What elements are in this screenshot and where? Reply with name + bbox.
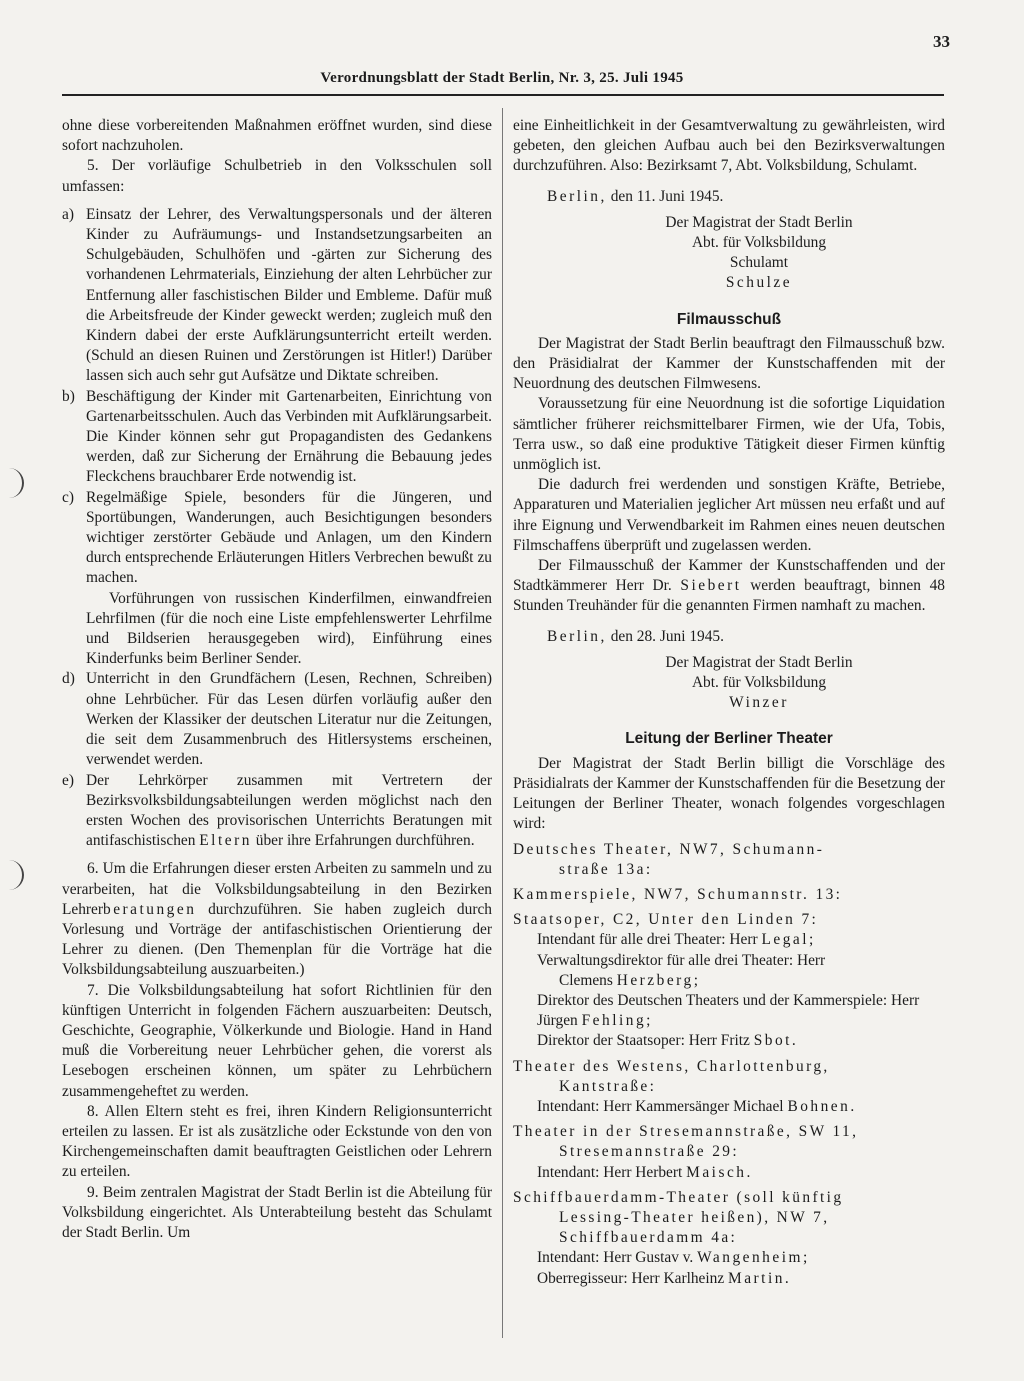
theater-name: Kammerspiele, NW7, Schumannstr. 13:: [513, 885, 843, 903]
list-item-c: [62, 488, 492, 589]
theater-name: Theater in der Stresemannstraße, SW 11,: [513, 1123, 859, 1141]
theater-staff: [513, 991, 945, 1031]
list-item-e: [62, 771, 492, 852]
film-paragraph: Die dadurch frei werdenden und sonstigen Kräfte, Betriebe, Apparaturen und Materialien jeglicher Art müssen neu erfaßt und auf ihre Eignung und Verwendbarkeit im Rahmen eines neuen deutschen Filmschaffens überprüft und zugelassen werden.: [513, 476, 945, 554]
date-line: [513, 627, 945, 647]
theater-intro: Der Magistrat der Stadt Berlin billigt die Vorschläge des Präsidialrats der Kammer der Kunstschaffenden für die Besetzung der Leitungen der Berliner Theater, wonach folgendes vorgeschlagen wird:: [513, 754, 945, 833]
signature-line: Der Magistrat der Stadt Berlin: [665, 653, 853, 671]
film-paragraph: Der Magistrat der Stadt Berlin beauftragt den Filmausschuß bzw. den Präsidialrat der Kammer der Kunstschaffenden mit der Neuordnung des deutschen Filmwesens.: [513, 334, 945, 393]
staff-name: Fehling;: [581, 1012, 653, 1030]
section-heading-film: Filmausschuß: [676, 310, 782, 328]
theater-entry: [513, 1122, 945, 1183]
date-city: Berlin,: [547, 627, 607, 645]
staff-role: Direktor des Deutschen Theaters und der Kammerspiele: Herr Jürgen: [537, 991, 920, 1030]
staff-role: Intendant: Herr Gustav v.: [537, 1249, 694, 1267]
theater-name: Staatsoper, C2, Unter den Linden 7:: [513, 911, 819, 929]
theater-staff: Verwaltungsdirektor für alle drei Theater: Herr: [537, 951, 826, 969]
film-paragraph: Voraussetzung für eine Neuordnung ist die sofortige Liquidation sämtlicher früherer reichsmittelbarer Firmen, wie der Ufa, Tobis, Terra usw., so daß eine produktive Tätigkeit dieser Firmen künftig unmöglich ist.: [513, 395, 945, 474]
paragraph-7: 7. Die Volksbildungsabteilung hat sofort Richtlinien für den künftigen Unterricht in folgenden Fächern auszuarbeiten: Deutsch, Geschichte, Geographie, Völkerkunde und Biologie. Hand in Hand muß die Vorbereitung neuer Lehrbücher gehen, die vorerst als Lesebogen erscheinen können, um später zu Lehrbüchern zusammengeheftet zu werden.: [62, 981, 492, 1100]
staff-name: Maisch.: [686, 1163, 753, 1181]
intro-paragraph: ohne diese vorbereitenden Maßnahmen eröffnet wurden, sind diese sofort nachzuholen.: [62, 117, 492, 155]
paragraph-6: [62, 859, 492, 980]
theater-entry: [513, 910, 945, 1051]
signature-line: Schulamt: [729, 254, 789, 272]
paragraph-6-text: durchzuführen. Sie haben zugleich durch Vorlesung und Vorträge der antifaschistischen Orientierung der Lehrer zu dienen. (Den Themenplan für die Vorträge hat die Volksbildungsabteilung auszuarbeiten.): [62, 900, 492, 979]
film-text: Der Filmausschuß der Kammer der Kunstschaffenden und der Stadtkämmerer Herr Dr.: [513, 557, 945, 595]
paragraph-8: 8. Allen Eltern steht es frei, ihren Kindern Religionsunterricht erteilen zu lassen. Er ist als zusätzliche oder Eckstunde von den von Kirchengemeinschaften damit beauftragten Geistlichen oder Lehrern zu erteilen.: [62, 1102, 492, 1181]
page-header: Verordnungsblatt der Stadt Berlin, Nr. 3, 25. Juli 1945: [320, 70, 684, 86]
signature-line: Der Magistrat der Stadt Berlin: [665, 213, 853, 231]
theater-name: Deutsches Theater, NW7, Schumann-: [513, 840, 825, 858]
film-text-spaced: Siebert: [680, 577, 742, 595]
list-marker: e): [62, 771, 74, 789]
theater-staff: [513, 1269, 945, 1289]
theater-staff: [513, 971, 945, 991]
paragraph-6-text: 6. Um die Erfahrungen dieser ersten Arbeiten zu sammeln und zu verarbeiten, hat die Volksbildungsabteilung in den Bezirken Lehrer: [62, 860, 492, 918]
staff-name: Bohnen.: [787, 1097, 857, 1115]
date-text: den 28. Juni 1945.: [610, 627, 724, 645]
column-divider: [502, 108, 503, 1338]
continuation-paragraph: eine Einheitlichkeit in der Gesamtverwaltung zu gewährleisten, wird gebeten, den gleichen Aufbau auch bei den Bezirksverwaltungen durchzuführen. Also: Bezirksamt 7, Abt. Volksbildung, Schulamt.: [513, 117, 945, 175]
right-column: [513, 116, 945, 1289]
list-text-spaced: Eltern: [199, 832, 252, 850]
theater-address: Lessing-Theater heißen), NW 7,: [559, 1208, 830, 1226]
paragraph-5: 5. Der vorläufige Schulbetrieb in den Volksschulen soll umfassen:: [62, 157, 492, 195]
signature-line: Abt. für Volksbildung: [691, 234, 827, 252]
list-item-a: [62, 205, 492, 387]
theater-staff: [513, 1031, 945, 1051]
paragraph-9: 9. Beim zentralen Magistrat der Stadt Berlin ist die Abteilung für Volksbildung eingerichtet. Als Unterabteilung besteht das Schulamt der Stadt Berlin. Um: [62, 1183, 492, 1241]
theater-name: Theater des Westens, Charlottenburg,: [513, 1057, 830, 1075]
margin-punch-mark: [6, 860, 24, 890]
theater-staff: [513, 1097, 945, 1117]
list-item-d: [62, 669, 492, 770]
staff-name: Legal;: [761, 931, 816, 949]
staff-name: Wangenheim;: [697, 1249, 810, 1267]
signature-line: Abt. für Volksbildung: [691, 674, 827, 692]
list-marker: d): [62, 670, 75, 688]
staff-name: Herzberg;: [616, 971, 701, 989]
list-marker: b): [62, 387, 75, 405]
signature-name: Schulze: [725, 274, 793, 292]
film-paragraph: [513, 556, 945, 617]
theater-address: Stresemannstraße 29:: [559, 1143, 740, 1161]
staff-role: Intendant für alle drei Theater: Herr: [537, 931, 758, 949]
theater-entry: [513, 885, 945, 905]
theater-entry: [513, 1057, 945, 1118]
staff-role: Direktor der Staatsoper: Herr Fritz: [537, 1032, 750, 1050]
list-item-b: [62, 387, 492, 488]
film-text: werden beauftragt, binnen 48 Stunden Treuhänder für die genannten Firmen namhaft zu machen.: [513, 577, 945, 615]
list-text: Regelmäßige Spiele, besonders für die Jüngeren, und Sportübungen, Wanderungen, auch Besichtigungen besonders wichtiger zerstörter Gebäude und Anlagen, um den Kindern durch entsprechende Erläuterungen Hitlers Verbrechen bewußt zu machen.: [86, 488, 492, 587]
staff-first-name: Clemens: [559, 971, 613, 989]
list-marker: a): [62, 205, 74, 223]
staff-name: Martin.: [728, 1269, 792, 1287]
date-text: den 11. Juni 1945.: [610, 187, 724, 205]
header-rule: [62, 94, 944, 96]
theater-name: Schiffbauerdamm-Theater (soll künftig: [513, 1188, 844, 1206]
theater-entry: [513, 1188, 945, 1289]
list-text: Unterricht in den Grundfächern (Lesen, Rechnen, Schreiben) ohne Lehrbücher. Für das Lesen dürfen vorläufig außer den Werken der Klassiker der deutschen Literatur nur die Zeitungen, die seit dem Zusammenbruch des Hitlersystems erscheinen, verwendet werden.: [86, 670, 492, 769]
list-item-c-continuation: Vorführungen von russischen Kinderfilmen, einwandfreien Lehrfilmen (für die noch eine Liste empfehlenswerter Lehrfilme und Bildserien herausgegeben wird), Einführung eines Kinderfunks beim Berliner Sender.: [86, 589, 492, 668]
theater-staff: [513, 1248, 945, 1268]
left-column: [62, 116, 492, 1243]
staff-role: Oberregisseur: Herr Karlheinz: [537, 1269, 725, 1287]
margin-punch-mark: [6, 468, 24, 498]
theater-address: Schiffbauerdamm 4a:: [559, 1229, 738, 1247]
list-text: Beschäftigung der Kinder mit Gartenarbeiten, Einrichtung von Gartenarbeitsschulen. Auch das Verbinden mit Aufklärungsarbeit. Die Kinder können sehr gut Propagandisten des Gedankens werden, daß zur Sicherung der Ernährung die Bebauung jedes Fleckchens brauchbarer Erde notwendig ist.: [86, 387, 492, 486]
list-text: Der Lehrkörper zusammen mit Vertretern der Bezirksvolksbildungsabteilungen werden möglichst nach den ersten Wochen des provisorischen Unterrichts Beratungen mit antifaschistischen: [86, 771, 492, 850]
page-number: 33: [933, 32, 950, 51]
date-line: [513, 187, 945, 207]
theater-staff: [513, 1163, 945, 1183]
theater-address: straße 13a:: [559, 860, 653, 878]
theater-address: Kantstraße:: [559, 1077, 657, 1095]
list-text: über ihre Erfahrungen durchführen.: [255, 832, 475, 850]
signature-name: Winzer: [729, 694, 789, 712]
staff-role: Intendant: Herr Kammersänger Michael: [537, 1097, 784, 1115]
section-heading-theater: Leitung der Berliner Theater: [625, 730, 833, 748]
theater-staff: [513, 930, 945, 950]
list-marker: c): [62, 488, 74, 506]
date-city: Berlin,: [547, 187, 607, 205]
staff-role: Intendant: Herr Herbert: [537, 1163, 683, 1181]
theater-entry: [513, 840, 945, 880]
staff-name: Sbot.: [753, 1032, 799, 1050]
paragraph-6-spaced: beratungen: [103, 900, 197, 918]
list-text: Einsatz der Lehrer, des Verwaltungspersonals und der älteren Kinder zu Aufräumungs- und Instandsetzungsarbeiten an Schulgebäuden, Schulhöfen und -gärten zur Sicherung des vorhandenen Lehrmaterials, Einziehung der alten Lehrbücher zur Entfernung aller faschistischen Bilder und Embleme. Dafür muß die Arbeitsfreude der Kinder geweckt werden; zugleich muß den Kindern dabei der erste Aufklärungsunterricht erteilt werden. (Schuld an diesen Ruinen und Zerstörungen ist Hitler!) Darüber lassen sich auch sehr gut Aufsätze und Diktate schreiben.: [86, 205, 492, 385]
